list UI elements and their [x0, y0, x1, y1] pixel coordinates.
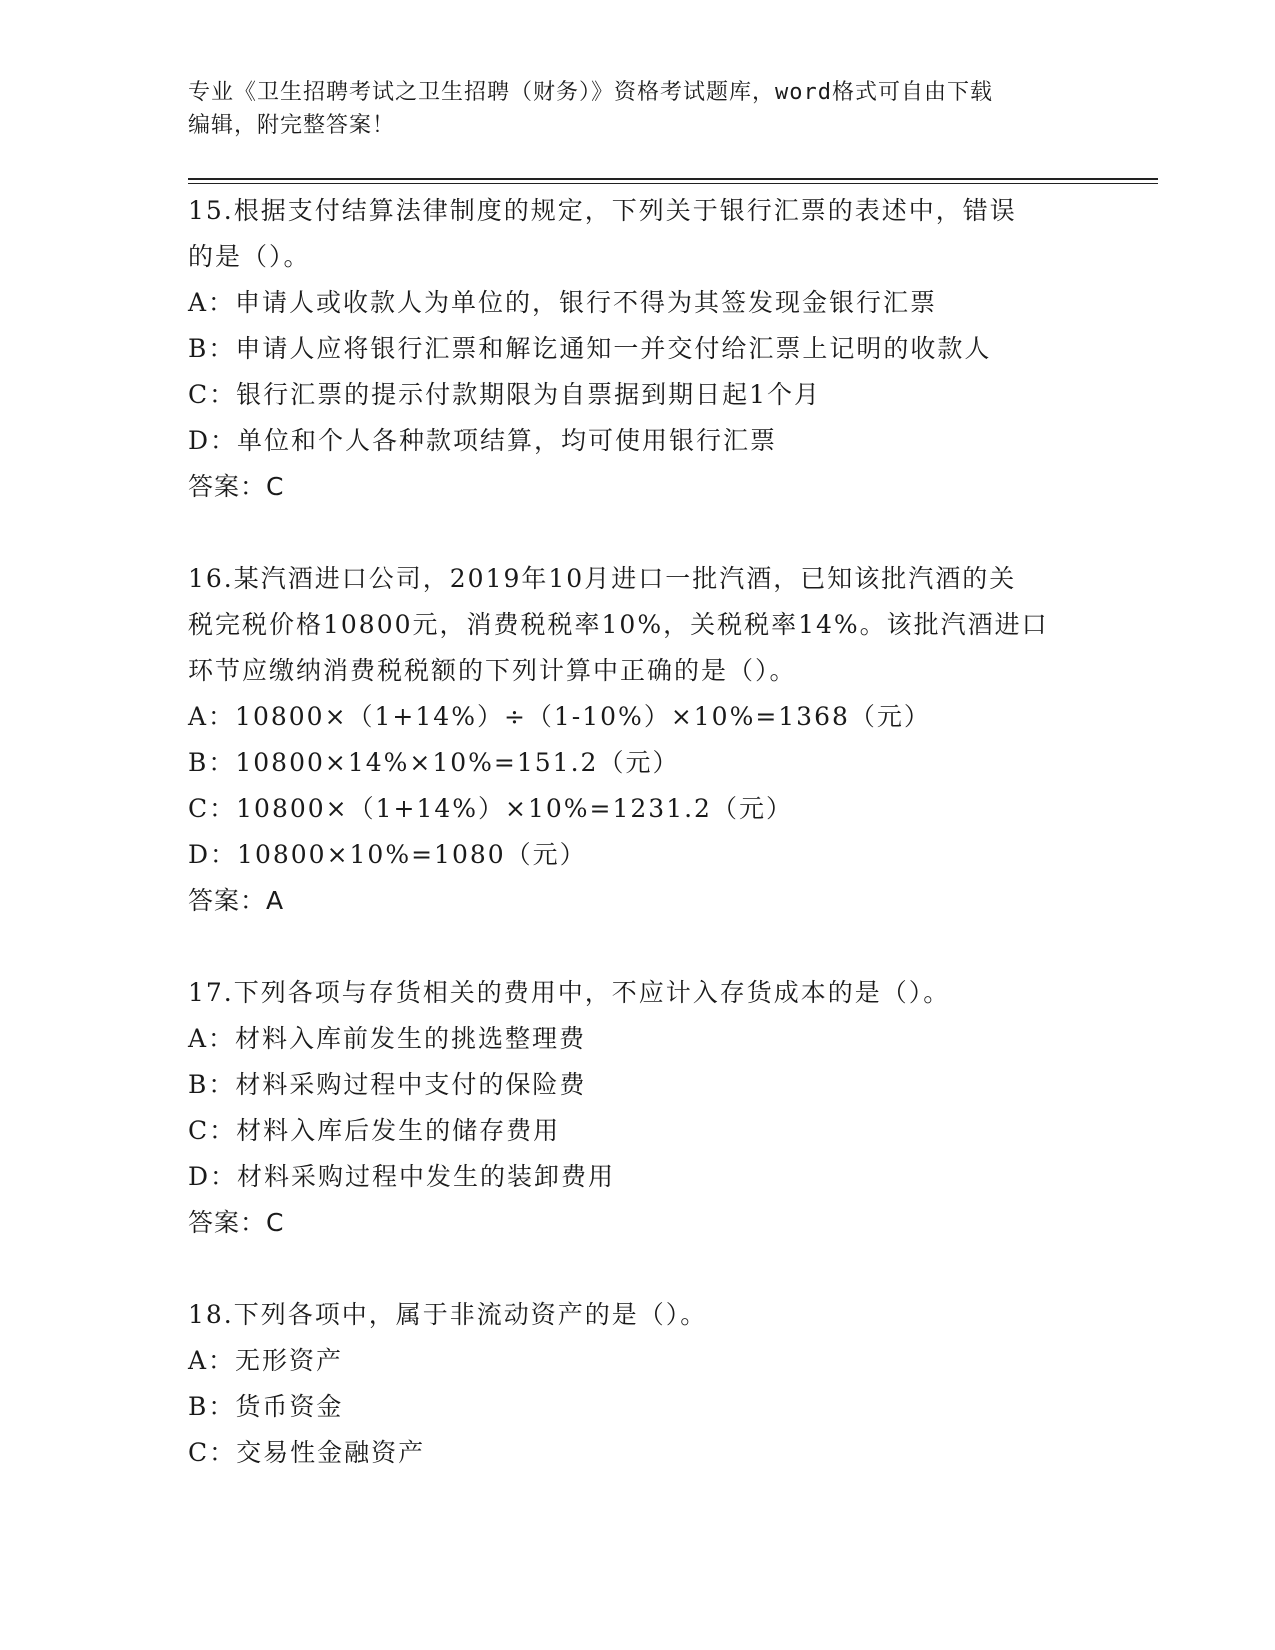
spacer [188, 924, 1088, 970]
option-b: B：申请人应将银行汇票和解讫通知一并交付给汇票上记明的收款人 [188, 334, 992, 363]
question-15 [188, 188, 1088, 510]
question-text: 15.根据支付结算法律制度的规定，下列关于银行汇票的表述中，错误 [188, 196, 1017, 225]
option-b: B：货币资金 [188, 1392, 344, 1421]
question-16 [188, 556, 1088, 924]
option-d: D：10800×10%=1080（元） [188, 840, 587, 869]
question-text: 17.下列各项与存货相关的费用中，不应计入存货成本的是（）。 [188, 978, 951, 1007]
option-c: C：材料入库后发生的储存费用 [188, 1116, 561, 1145]
spacer [188, 1246, 1088, 1292]
answer: 答案：C [188, 472, 285, 501]
option-c: C：交易性金融资产 [188, 1438, 426, 1467]
option-a: A：无形资产 [188, 1346, 344, 1375]
question-text: 16.某汽酒进口公司，2019年10月进口一批汽酒，已知该批汽酒的关 [188, 564, 1017, 593]
option-d: D：单位和个人各种款项结算，均可使用银行汇票 [188, 426, 778, 455]
question-text: 环节应缴纳消费税税额的下列计算中正确的是（）。 [188, 656, 797, 685]
question-text: 税完税价格10800元，消费税税率10%，关税税率14%。该批汽酒进口 [188, 610, 1049, 639]
answer: 答案：C [188, 1208, 285, 1237]
question-text: 18.下列各项中，属于非流动资产的是（）。 [188, 1300, 708, 1329]
spacer [188, 510, 1088, 556]
option-a: A：材料入库前发生的挑选整理费 [188, 1024, 587, 1053]
option-b: B：材料采购过程中支付的保险费 [188, 1070, 587, 1099]
question-17 [188, 970, 1088, 1246]
header-line-1: 专业《卫生招聘考试之卫生招聘（财务）》资格考试题库，word格式可自由下载 [188, 80, 993, 105]
option-a: A：申请人或收款人为单位的，银行不得为其签发现金银行汇票 [188, 288, 938, 317]
option-c: C：10800×（1+14%）×10%=1231.2（元） [188, 794, 793, 823]
option-c: C：银行汇票的提示付款期限为自票据到期日起1个月 [188, 380, 822, 409]
question-18 [188, 1292, 1088, 1476]
document-header [188, 76, 1088, 142]
question-list [188, 188, 1088, 1476]
option-d: D：材料采购过程中发生的装卸费用 [188, 1162, 616, 1191]
option-b: B：10800×14%×10%=151.2（元） [188, 748, 680, 777]
header-divider-thin [188, 183, 1158, 184]
header-divider-thick [188, 178, 1158, 180]
question-text: 的是（）。 [188, 242, 311, 271]
answer: 答案：A [188, 886, 285, 915]
option-a: A：10800×（1+14%）÷（1-10%）×10%=1368（元） [188, 702, 931, 731]
header-line-2: 编辑，附完整答案！ [188, 113, 396, 138]
